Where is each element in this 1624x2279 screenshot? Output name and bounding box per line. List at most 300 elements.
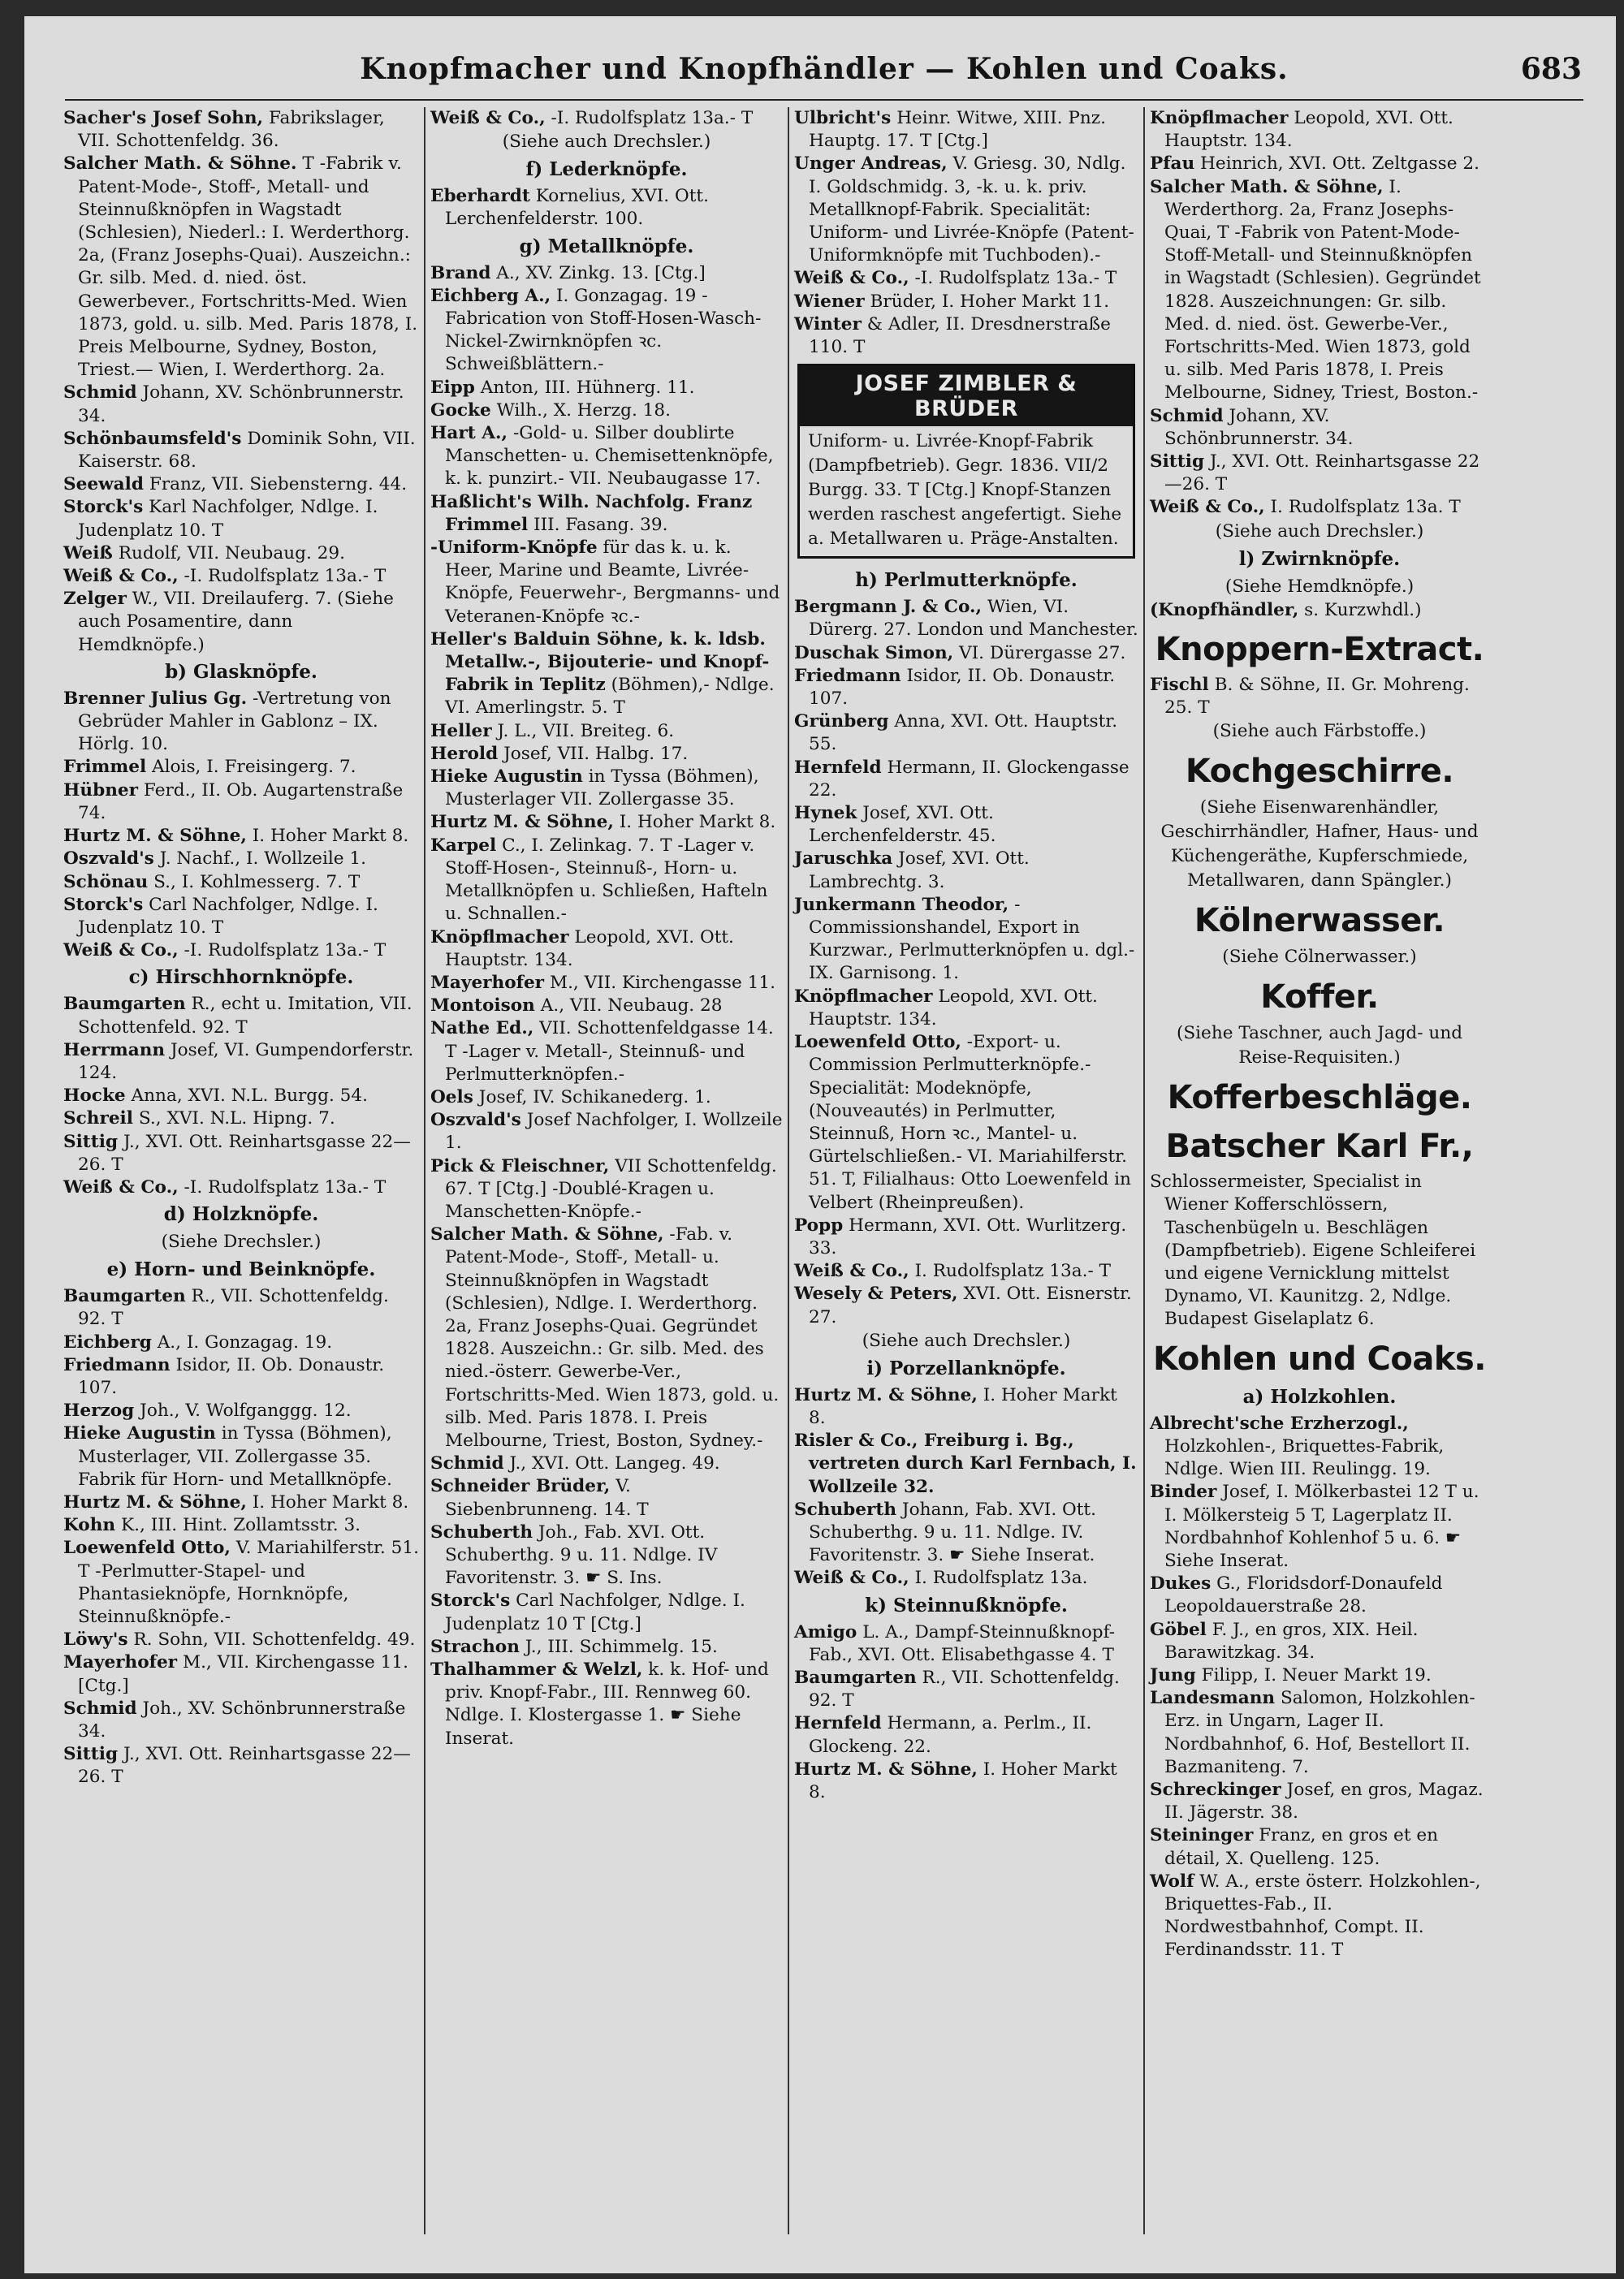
entry-details: -I. Rudolfsplatz 13a.- T (184, 940, 387, 961)
entry-name: Winter (794, 313, 862, 335)
entry-name: Hieke Augustin (430, 766, 583, 788)
directory-entry (430, 185, 783, 231)
directory-entry (794, 1260, 1138, 1283)
entry-details: Rudolf, VII. Neubaug. 29. (118, 542, 346, 563)
directory-entry (430, 422, 783, 491)
directory-entry (63, 1514, 419, 1537)
entry-name: Kohn (63, 1515, 116, 1536)
entry-name: Zelger (63, 589, 127, 610)
entry-details: Franz, en gros et en détail, X. Quelleng. 125. (1164, 1825, 1439, 1869)
cross-reference-note: (Siehe Cölnerwasser.) (1222, 947, 1417, 968)
entry-name: Haßlicht's Wilh. Nachfolg. Franz Frimmel (430, 491, 753, 535)
entry-details: G., Floridsdorf-Donaufeld Leopoldauerstraße 28. (1164, 1573, 1443, 1617)
directory-page (24, 16, 1616, 2273)
entry-name: Oszvald's (63, 848, 154, 870)
entry-name: Strachon (430, 1636, 520, 1657)
entry-details: Karl Nachfolger, Ndlge. I. Judenplatz 10. T (78, 497, 378, 541)
cross-reference-note: (Siehe Hemdknöpfe.) (1224, 576, 1415, 597)
entry-name: Wesely & Peters, (794, 1284, 958, 1305)
directory-entry (794, 848, 1138, 893)
advertisement-box (797, 364, 1135, 559)
entry-details: -Export- u. Commission Perlmutterknöpfe.- Specialität: Modeknöpfe, (Nouveautés) in Perlmutter, Steinnuß, Horn ꝛc., Mantel- u. Gürtelschließen.- VI. Mariahilferstr. 51. T, Filialhaus: Otto Loewenfeld in Velbert (Rheinpreußen). (809, 1032, 1131, 1213)
entry-details: J., III. Schimmelg. 15. (525, 1636, 718, 1657)
directory-entry (430, 1590, 783, 1635)
directory-entry (63, 1039, 419, 1085)
directory-entry (430, 1636, 783, 1659)
entry-details: W. A., erste österr. Holzkohlen-, Briquettes-Fab., II. Nordwestbahnhof, Compt. II. Ferdinandsstr. 11. T (1164, 1871, 1481, 1961)
entry-name: Jaruschka (794, 848, 893, 870)
entry-details: Leopold, XVI. Ott. Hauptstr. 134. (445, 926, 734, 970)
entry-name: Fischl (1150, 674, 1209, 695)
entry-details: Joh., Fab. XVI. Ott. Schuberthg. 9 u. 11. Ndlge. IV Favoritenstr. 3. ☛ S. Ins. (445, 1521, 718, 1589)
directory-entry (1150, 1664, 1489, 1687)
directory-entry (430, 399, 783, 422)
cross-reference-note: (Siehe auch Drechsler.) (502, 132, 711, 153)
entry-name: Wiener (794, 291, 865, 312)
entry-name: Schreckinger (1150, 1779, 1281, 1800)
entry-details: M., VII. Kirchengasse 11. (549, 972, 775, 993)
entry-details: Anna, XVI. N.L. Burgg. 54. (131, 1086, 369, 1107)
entry-name: Göbel (1150, 1619, 1207, 1640)
entry-name: Loewenfeld Otto, (63, 1538, 231, 1559)
directory-entry (794, 596, 1138, 641)
entry-details: I. Hoher Markt 8. (619, 812, 776, 833)
entry-name: Storck's (63, 894, 144, 915)
entry-details: I. Hoher Markt 8. (809, 1384, 1117, 1428)
entry-details: -I. Rudolfsplatz 13a.- T (914, 268, 1117, 289)
entry-name: Ulbricht's (794, 108, 892, 128)
entry-name: Mayerhofer (63, 1652, 178, 1673)
entry-details: -Vertretung von Gebrüder Mahler in Gablonz – IX. Hörlg. 10. (78, 688, 391, 755)
entry-name: Storck's (63, 497, 144, 518)
entry-details: VII. Schottenfeldgasse 14. T -Lager v. Metall-, Steinnuß- und Perlmutterknöpfen.- (445, 1018, 774, 1085)
entry-details: -Gold- u. Silber doublirte Manschetten- u. Chemisettenknöpfe, k. k. punzirt.- VII. Neubaugasse 17. (445, 423, 774, 490)
entry-name: Brand (430, 262, 491, 283)
entry-name: Gocke (430, 399, 491, 421)
entry-details: A., VII. Neubaug. 28 (540, 995, 723, 1016)
entry-name: Albrecht'sche Erzherzogl., (1150, 1413, 1409, 1434)
entry-details: Leopold, XVI. Ott. Hauptstr. 134. (809, 986, 1098, 1029)
entry-name: Friedmann (63, 1354, 171, 1375)
entry-details: J., XVI. Ott. Reinhartsgasse 22—26. T (1164, 451, 1480, 495)
directory-entry (794, 1621, 1138, 1667)
directory-entry (430, 1475, 783, 1521)
entry-details: -I. Rudolfsplatz 13a.- T (551, 108, 754, 128)
entry-details: V. Mariahilferstr. 51. T -Perlmutter-Stapel- und Phantasieknöpfe, Hornknöpfe, Steinnußknöpfe.- (78, 1538, 419, 1627)
entry-name: Steininger (1150, 1825, 1254, 1846)
directory-entry (63, 1354, 419, 1400)
subsection-heading: a) Holzkohlen. (1242, 1385, 1397, 1408)
entry-name: Jung (1150, 1664, 1196, 1686)
entry-details: I. Gonzagag. 19 -Fabrication von Stoff-Hosen-Wasch-Nickel-Zwirnknöpfen ꝛc. Schweißblättern.- (445, 285, 762, 375)
entry-name: Hart A., (430, 423, 508, 444)
entry-name: Herzog (63, 1401, 135, 1422)
directory-entry (794, 1283, 1138, 1328)
directory-entry (430, 262, 783, 285)
directory-entry (1150, 1481, 1489, 1573)
entry-name: Schönbaumsfeld's (63, 428, 242, 449)
entry-name: Heller (430, 720, 492, 741)
entry-details: für das k. u. k. Heer, Marine und Beamte, Livrée-Knöpfe, Feuerwehr-, Bergmanns- und Veteranen-Knöpfe ꝛc.- (445, 537, 780, 627)
entry-name: Hernfeld (794, 1713, 882, 1734)
directory-entry (794, 986, 1138, 1031)
entry-name: Schmid (63, 382, 137, 404)
entry-name: Weiß & Co., (63, 1176, 179, 1198)
directory-entry (430, 1109, 783, 1155)
directory-entry (794, 107, 1138, 153)
directory-entry (430, 1017, 783, 1086)
entry-name: Karpel (430, 835, 497, 856)
entry-name: Hocke (63, 1086, 126, 1107)
directory-entry (1150, 496, 1489, 519)
directory-entry (794, 1667, 1138, 1712)
entry-name: Knöpflmacher (430, 926, 569, 947)
directory-entry (63, 107, 419, 153)
directory-entry (794, 1430, 1138, 1499)
entry-details: & Adler, II. Dresdnerstraße 110. T (809, 313, 1111, 358)
entry-details: Johann, XV. Schönbrunnerstr. 34. (78, 382, 404, 426)
directory-entry (430, 743, 783, 766)
entry-details: -I. Rudolfsplatz 13a.- T (184, 566, 387, 587)
column-1 (58, 107, 424, 2234)
running-head: Knopfmacher und Knopfhändler — Kohlen und Coaks. (360, 52, 1289, 86)
directory-entry (430, 107, 783, 130)
entry-details: V. Griesg. 30, Ndlg. I. Goldschmidg. 3, -k. u. k. priv. Metallknopf-Fabrik. Specialität: Uniform- und Livrée-Knöpfe (Patent-Uniformknöpfe mit Tuchboden).- (809, 153, 1134, 266)
directory-entry (794, 1567, 1138, 1590)
section-heading: Knoppern-Extract. (1155, 630, 1484, 668)
entry-details: VI. Dürergasse 27. (959, 642, 1126, 663)
entry-details: C., I. Zelinkag. 7. T -Lager v. Stoff-Hosen-, Steinnuß-, Horn- u. Metallknöpfen u. Schließen, Hafteln u. Schnallen.- (445, 835, 768, 925)
directory-entry (794, 1215, 1138, 1260)
entry-details: J. L., VII. Breiteg. 6. (497, 720, 675, 741)
directory-entry (794, 757, 1138, 802)
entry-details: M., VII. Kirchengasse 11. [Ctg.] (78, 1652, 408, 1696)
directory-entry (63, 1651, 419, 1697)
entry-name: Oszvald's (430, 1110, 521, 1131)
entry-name: Junkermann Theodor, (794, 894, 1009, 915)
section-heading: Kölnerwasser. (1194, 902, 1445, 940)
entry-details: J., XVI. Ott. Reinhartsgasse 22—26. T (78, 1744, 411, 1788)
directory-entry (63, 1285, 419, 1331)
subsection-heading: i) Porzellanknöpfe. (866, 1357, 1066, 1379)
entry-name: Weiß & Co., (794, 268, 909, 289)
entry-name: Frimmel (63, 757, 147, 778)
entry-details: Hermann, XVI. Ott. Wurlitzerg. 33. (809, 1215, 1127, 1258)
entry-name: Salcher Math. & Söhne. (63, 153, 297, 175)
entry-details: J., XVI. Ott. Reinhartsgasse 22—26. T (78, 1131, 411, 1175)
directory-entry (794, 1031, 1138, 1215)
directory-entry (1150, 1619, 1489, 1664)
cross-reference-note: (Siehe auch Färbstoffe.) (1212, 721, 1427, 742)
section-heading: Batscher Karl Fr., (1165, 1128, 1474, 1166)
subsection-heading: b) Glasknöpfe. (165, 660, 317, 683)
directory-entry (794, 267, 1138, 290)
entry-name: Thalhammer & Welzl, (430, 1660, 643, 1680)
entry-name: Sittig (63, 1744, 119, 1765)
entry-name: Weiß (63, 542, 113, 563)
directory-entry (63, 153, 419, 382)
directory-entry (430, 491, 783, 537)
directory-entry (794, 802, 1138, 848)
directory-entry (1150, 405, 1489, 451)
directory-entry (63, 688, 419, 757)
entry-details: Heinrich, XVI. Ott. Zeltgasse 2. (1200, 153, 1479, 175)
directory-entry (63, 894, 419, 939)
directory-entry (63, 1743, 419, 1789)
entry-name: Herold (430, 743, 499, 764)
entry-details: k. k. Hof- und priv. Knopf-Fabr., III. Rennweg 60. Ndlge. I. Klostergasse 1. ☛ Siehe Inserat. (445, 1660, 769, 1749)
section-heading: Koffer. (1260, 978, 1379, 1016)
entry-details: R., VII. Schottenfeldg. 92. T (78, 1286, 389, 1330)
entry-details: Josef, VII. Halbg. 17. (503, 743, 689, 764)
subsection-heading: e) Horn- und Beinknöpfe. (106, 1258, 376, 1281)
entry-details: Isidor, II. Ob. Donaustr. 107. (78, 1354, 385, 1398)
directory-entry (63, 1537, 419, 1629)
subsection-heading: f) Lederknöpfe. (525, 158, 688, 181)
entry-details: I. Hoher Markt 8. (252, 826, 409, 847)
directory-entry (430, 537, 783, 628)
entry-details: I. Werderthorg. 2a, Franz Josephs-Quai, T -Fabrik von Patent-Mode-Stoff-Metall- und Steinnußknöpfen in Wagstadt (Schlesien). Gegründet 1828. Auszeichnungen: Gr. silb. Med. d. nied. öst. Gewerbe-Ver., Fortschritts-Med. Wien 1873, gold u. silb. Med Paris 1878, I. Preis Melbourne, Sidney, Triest, Boston.- (1164, 176, 1481, 404)
entry-name: Unger Andreas, (794, 153, 948, 175)
entry-details: Alois, I. Freisingerg. 7. (152, 757, 356, 778)
entry-details: I. Hoher Markt 8. (809, 1759, 1117, 1802)
directory-entry (430, 377, 783, 399)
directory-entry (1150, 1779, 1489, 1824)
entry-name: -Uniform-Knöpfe (430, 537, 598, 559)
directory-entry (63, 779, 419, 825)
entry-name: Landesmann (1150, 1688, 1276, 1709)
directory-entry (794, 710, 1138, 756)
directory-entry (63, 382, 419, 427)
subsection-heading: g) Metallknöpfe. (519, 235, 694, 257)
entry-details: A., I. Gonzagag. 19. (157, 1332, 333, 1353)
directory-entry (63, 1131, 419, 1176)
entry-name: Wolf (1150, 1871, 1194, 1892)
entry-name: Weiß & Co., (1150, 497, 1265, 518)
directory-entry (794, 1759, 1138, 1804)
directory-entry (63, 756, 419, 779)
directory-entry (63, 1107, 419, 1130)
directory-entry (63, 1422, 419, 1491)
entry-details: s. Kurzwhdl.) (1304, 599, 1422, 620)
directory-entry (63, 428, 419, 473)
directory-entry (63, 1176, 419, 1199)
column-3 (788, 107, 1143, 2234)
entry-name: Sittig (63, 1131, 119, 1152)
entry-name: Baumgarten (63, 1286, 186, 1307)
directory-entry (430, 926, 783, 972)
entry-details: Hermann, a. Perlm., II. Glockeng. 22. (809, 1713, 1092, 1757)
entry-name: Schmid (1150, 405, 1224, 426)
entry-name: Risler & Co., Freiburg i. Bg., vertreten durch Karl Fernbach, I. Wollzeile 32. (794, 1431, 1137, 1497)
entry-details: Josef Nachfolger, I. Wollzeile 1. (445, 1110, 783, 1154)
entry-name: Schreil (63, 1108, 133, 1129)
entry-details: I. Rudolfsplatz 13a.- T (914, 1261, 1112, 1282)
entry-name: Heller's Balduin Söhne, k. k. ldsb. Metallw.-, Bijouterie- und Knopf-Fabrik in Teplitz (430, 628, 770, 696)
entry-details: -I. Rudolfsplatz 13a.- T (184, 1176, 387, 1198)
entry-name: Hurtz M. & Söhne, (63, 826, 247, 847)
entry-details: Leopold, XVI. Ott. Hauptstr. 134. (1164, 108, 1453, 152)
entry-name: Oels (430, 1086, 473, 1107)
entry-name: Nathe Ed., (430, 1018, 534, 1039)
entry-name: Weiß & Co., (63, 940, 179, 961)
entry-details: -Commissionshandel, Export in Kurzwar., Perlmutterknöpfen u. dgl.- IX. Garnisong. 1. (809, 894, 1135, 984)
directory-entry (63, 542, 419, 565)
entry-name: Eichberg (63, 1332, 152, 1353)
entry-name: Seewald (63, 474, 144, 495)
entry-details: Carl Nachfolger, Ndlge. I. Judenplatz 10. T (78, 894, 378, 938)
entry-name: Löwy's (63, 1629, 128, 1651)
directory-entry (63, 848, 419, 870)
directory-entry (63, 993, 419, 1038)
entry-details: J. Nachf., I. Wollzeile 1. (159, 848, 367, 870)
directory-entry (430, 285, 783, 377)
cross-reference-note: (Siehe Eisenwarenhändler, Geschirrhändler, Hafner, Haus- und Küchengeräthe, Kupferschmiede, Metallwaren, dann Spängler.) (1160, 797, 1479, 891)
entry-details: J., XVI. Ott. Langeg. 49. (509, 1453, 720, 1474)
entry-name: Baumgarten (794, 1667, 917, 1688)
directory-entry (794, 894, 1138, 986)
directory-entry (430, 1521, 783, 1591)
entry-details: Franz, VII. Siebensterng. 44. (149, 474, 408, 495)
entry-details: in Tyssa (Böhmen), Musterlager VII. Zollergasse 35. (445, 766, 759, 810)
entry-details: Isidor, II. Ob. Donaustr. 107. (809, 665, 1116, 710)
entry-details: Josef, I. Mölkerbastei 12 T u. I. Mölkersteig 5 T, Lagerplatz II. Nordbahnhof Kohlenhof 5 u. 6. ☛ Siehe Inserat. (1164, 1482, 1479, 1571)
directory-entry (794, 291, 1138, 313)
entry-name: Eberhardt (430, 186, 530, 207)
directory-entry (430, 995, 783, 1017)
advertisement-title: JOSEF ZIMBLER & BRÜDER (800, 366, 1133, 426)
directory-entry (1150, 107, 1489, 153)
entry-name: Loewenfeld Otto, (794, 1032, 961, 1053)
entry-name: Hernfeld (794, 757, 882, 778)
entry-details: Heinr. Witwe, XIII. Pnz. Hauptg. 17. T [Ctg.] (809, 108, 1107, 152)
entry-name: Hurtz M. & Söhne, (63, 1491, 247, 1513)
entry-name: Hurtz M. & Söhne, (794, 1759, 978, 1780)
directory-entry (794, 1384, 1138, 1430)
directory-entry (430, 1452, 783, 1475)
directory-entry (63, 939, 419, 962)
directory-entry (430, 1155, 783, 1224)
entry-name: Storck's (430, 1591, 511, 1612)
page-header (65, 50, 1583, 101)
directory-entry (430, 628, 783, 720)
directory-entry (1150, 599, 1489, 622)
entry-details: Schlossermeister, Specialist in Wiener Kofferschlössern, Taschenbügeln u. Beschlägen (Dampfbetrieb). Eigene Schleiferei und eigene Vernicklung mittelst Dynamo, VI. Kaunitzg. 2, Ndlge. Budapest Giselaplatz 6. (1150, 1172, 1476, 1330)
directory-entry (1150, 1871, 1489, 1962)
entry-name: Eichberg A., (430, 285, 551, 306)
directory-entry (794, 1712, 1138, 1758)
section-heading: Kohlen und Coaks. (1153, 1340, 1486, 1378)
entry-details: Anna, XVI. Ott. Hauptstr. 55. (809, 711, 1118, 755)
entry-details: III. Fasang. 39. (533, 514, 668, 535)
entry-name: Schuberth (430, 1521, 533, 1543)
entry-name: Montoison (430, 995, 535, 1016)
entry-details: Josef, XVI. Ott. Lambrechtg. 3. (809, 848, 1030, 892)
entry-name: Weiß & Co., (794, 1261, 909, 1282)
entry-details: Joh., V. Wolfganggg. 12. (140, 1401, 352, 1422)
directory-entry (1150, 1687, 1489, 1779)
directory-entry (1150, 176, 1489, 405)
entry-name: (Knopfhändler, (1150, 599, 1299, 620)
entry-name: Pfau (1150, 153, 1195, 175)
entry-details: W., VII. Dreilauferg. 7. (Siehe auch Posamentire, dann Hemdknöpfe.) (78, 589, 394, 655)
entry-name: Knöpflmacher (1150, 108, 1289, 128)
advertisement-text: Uniform- u. Livrée-Knopf-Fabrik (Dampfbetrieb). Gegr. 1836. VII/2 Burgg. 33. T [Ctg.] Knopf-Stanzen werden raschest angefertigt. Siehe a. Metallwaren u. Präge-Anstalten. (808, 431, 1122, 550)
entry-details: Josef, VI. Gumpendorferstr. 124. (78, 1039, 414, 1083)
subsection-heading: d) Holzknöpfe. (163, 1203, 319, 1226)
entry-name: Schmid (63, 1698, 137, 1719)
directory-entry (63, 1085, 419, 1107)
entry-details: Holzkohlen-, Briquettes-Fabrik, Ndlge. Wien III. Reulingg. 19. (1164, 1435, 1445, 1480)
entry-name: Weiß & Co., (63, 566, 179, 587)
entry-name: Hübner (63, 779, 139, 801)
entry-details: Josef, en gros, Magaz. II. Jägerstr. 38. (1164, 1779, 1484, 1824)
entry-details: Carl Nachfolger, Ndlge. I. Judenplatz 10 T [Ctg.] (445, 1591, 745, 1634)
entry-details: Dominik Sohn, VII. Kaiserstr. 68. (78, 428, 416, 473)
entry-details: Johann, Fab. XVI. Ott. Schuberthg. 9 u. 11. Ndlge. IV. Favoritenstr. 3. ☛ Siehe Inserat. (809, 1499, 1096, 1566)
entry-name: Schneider Brüder, (430, 1476, 611, 1497)
directory-entry (1150, 153, 1489, 175)
directory-entry (794, 313, 1138, 359)
directory-entry (63, 588, 419, 657)
entry-name: Mayerhofer (430, 972, 545, 993)
entry-details: Hermann, II. Glockengasse 22. (809, 757, 1129, 801)
entry-details: R. Sohn, VII. Schottenfeldg. 49. (133, 1629, 416, 1651)
entry-name: Salcher Math. & Söhne, (430, 1224, 664, 1245)
page-number: 683 (1520, 52, 1582, 86)
entry-name: Schmid (430, 1453, 504, 1474)
directory-entry (430, 835, 783, 926)
entry-name: Dukes (1150, 1573, 1212, 1595)
entry-details: K., III. Hint. Zollamtsstr. 3. (120, 1515, 361, 1536)
entry-details: S., XVI. N.L. Hipng. 7. (138, 1108, 335, 1129)
entry-details: Josef, XVI. Ott. Lerchenfelderstr. 45. (809, 803, 996, 847)
entry-name: Grünberg (794, 711, 889, 732)
directory-entry (430, 720, 783, 743)
entry-name: Schönau (63, 871, 149, 892)
entry-details: I. Hoher Markt 8. (252, 1491, 409, 1513)
entry-details: Wien, VI. Dürerg. 27. London und Manchester. (809, 597, 1138, 641)
directory-entry (794, 1499, 1138, 1568)
directory-entry (63, 1400, 419, 1422)
entry-name: Sacher's Josef Sohn, (63, 108, 264, 128)
entry-details: L. A., Dampf-Steinnußknopf-Fab., XVI. Ott. Elisabethgasse 4. T (809, 1621, 1116, 1665)
entry-details: Josef, IV. Schikanederg. 1. (478, 1086, 711, 1107)
entry-name: Schuberth (794, 1499, 897, 1520)
directory-entry (63, 1332, 419, 1354)
entry-details: Kornelius, XVI. Ott. Lerchenfelderstr. 100. (445, 186, 709, 230)
directory-entry (794, 153, 1138, 267)
entry-name: Popp (794, 1215, 844, 1236)
entry-details: R., echt u. Imitation, VII. Schottenfeld. 92. T (78, 994, 412, 1038)
directory-entry (1150, 1824, 1489, 1870)
entry-details: Anton, III. Hühnerg. 11. (480, 377, 695, 398)
entry-details: B. & Söhne, II. Gr. Mohreng. 25. T (1164, 674, 1470, 719)
entry-name: Pick & Fleischner, (430, 1155, 610, 1176)
subsection-heading: l) Zwirnknöpfe. (1238, 547, 1401, 570)
entry-name: Baumgarten (63, 994, 186, 1015)
entry-details: T -Fabrik v. Patent-Mode-, Stoff-, Metall- und Steinnußknöpfen in Wagstadt (Schlesien), Niederl.: I. Werderthorg. 2a, (Franz Josephs-Quai). Auszeichn.: Gr. silb. Med. d. nied. öst. Gewerbever., Fortschritts-Med. Wien 1873, gold. u. silb. Med. Paris 1878, I. Preis Melbourne, Sydney, Boston, Triest.— Wien, I. Werderthorg. 2a. (78, 153, 418, 381)
cross-reference-note: (Siehe auch Drechsler.) (862, 1330, 1071, 1351)
entry-details: (Böhmen),- Ndlge. VI. Amerlingstr. 5. T (445, 675, 775, 719)
entry-name: Bergmann J. & Co., (794, 597, 983, 618)
directory-entry (63, 1491, 419, 1514)
entry-details: Filipp, I. Neuer Markt 19. (1201, 1664, 1432, 1686)
entry-name: Salcher Math. & Söhne, (1150, 176, 1384, 197)
entry-details: Fabrikslager, VII. Schottenfeldg. 36. (78, 108, 385, 152)
entry-details: I. Rudolfsplatz 13a. (914, 1568, 1088, 1589)
entry-details: Ferd., II. Ob. Augartenstraße 74. (78, 779, 404, 823)
